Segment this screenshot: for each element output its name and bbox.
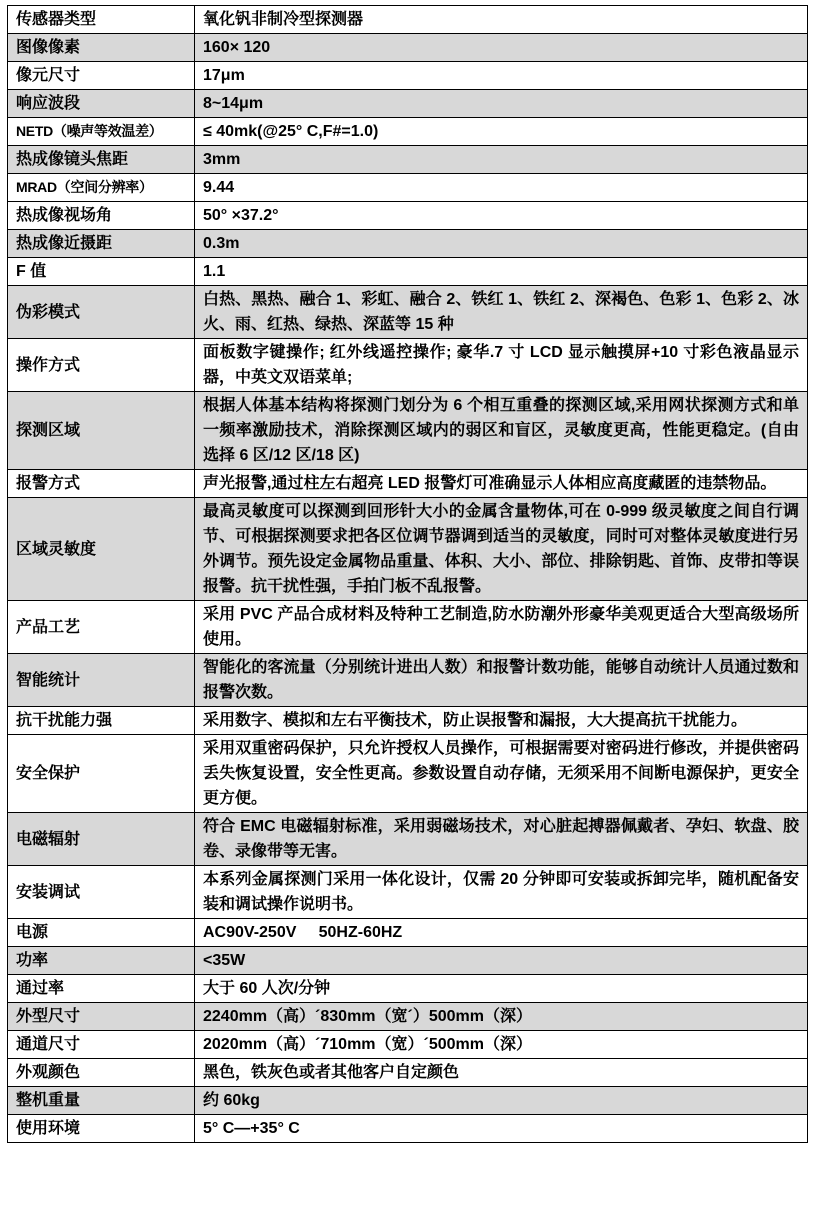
- spec-value: 9.44: [195, 174, 808, 202]
- table-row: [8, 90, 808, 118]
- table-row: [8, 866, 808, 919]
- table-row: [8, 6, 808, 34]
- spec-label: 图像像素: [8, 34, 195, 62]
- spec-value: 3mm: [195, 146, 808, 174]
- spec-value: 黑色，铁灰色或者其他客户自定颜色: [195, 1059, 808, 1087]
- spec-table-body: [8, 6, 808, 1143]
- spec-label: 电磁辐射: [8, 813, 195, 866]
- spec-label: 区域灵敏度: [8, 498, 195, 601]
- spec-value: 最高灵敏度可以探测到回形针大小的金属含量物体,可在 0-999 级灵敏度之间自行调节、可根据探测要求把各区位调节器调到适当的灵敏度，同时可对整体灵敏度进行另外调节。预先设定金属物品重量、体积、大小、部位、排除钥匙、首饰、皮带扣等误报警。抗干扰性强，手拍门板不乱报警。: [195, 498, 808, 601]
- table-row: [8, 813, 808, 866]
- spec-value: 1.1: [195, 258, 808, 286]
- spec-value: 5° C—+35° C: [195, 1115, 808, 1143]
- spec-value: 大于 60 人次/分钟: [195, 975, 808, 1003]
- spec-value: 8~14μm: [195, 90, 808, 118]
- table-row: [8, 601, 808, 654]
- table-row: [8, 286, 808, 339]
- table-row: [8, 1087, 808, 1115]
- spec-value: 50° ×37.2°: [195, 202, 808, 230]
- table-row: [8, 34, 808, 62]
- spec-value: 采用双重密码保护，只允许授权人员操作，可根据需要对密码进行修改，并提供密码丢失恢复设置，安全性更高。参数设置自动存储，无须采用不间断电源保护，更安全更方便。: [195, 735, 808, 813]
- spec-label: 外型尺寸: [8, 1003, 195, 1031]
- table-row: [8, 498, 808, 601]
- spec-label: 通过率: [8, 975, 195, 1003]
- spec-value: 采用数字、模拟和左右平衡技术，防止误报警和漏报，大大提高抗干扰能力。: [195, 707, 808, 735]
- spec-value: 0.3m: [195, 230, 808, 258]
- spec-label: MRAD（空间分辨率）: [8, 174, 195, 202]
- table-row: [8, 919, 808, 947]
- table-row: [8, 975, 808, 1003]
- table-row: [8, 947, 808, 975]
- table-row: [8, 470, 808, 498]
- table-row: [8, 707, 808, 735]
- spec-value: 2240mm（高）´830mm（宽´）500mm（深）: [195, 1003, 808, 1031]
- spec-value: 智能化的客流量（分别统计进出人数）和报警计数功能，能够自动统计人员通过数和报警次数。: [195, 654, 808, 707]
- spec-value: 面板数字键操作; 红外线遥控操作; 豪华.7 寸 LCD 显示触摸屏+10 寸彩色液晶显示器，中英文双语菜单;: [195, 339, 808, 392]
- spec-value: AC90V-250V 50HZ-60HZ: [195, 919, 808, 947]
- spec-value: <35W: [195, 947, 808, 975]
- spec-label: 智能统计: [8, 654, 195, 707]
- table-row: [8, 392, 808, 470]
- spec-label: 像元尺寸: [8, 62, 195, 90]
- spec-label: 报警方式: [8, 470, 195, 498]
- spec-value: 声光报警,通过柱左右超亮 LED 报警灯可准确显示人体相应高度藏匿的违禁物品。: [195, 470, 808, 498]
- spec-value: 氧化钒非制冷型探测器: [195, 6, 808, 34]
- spec-label: 外观颜色: [8, 1059, 195, 1087]
- spec-table: [7, 5, 808, 1143]
- table-row: [8, 146, 808, 174]
- spec-label: 整机重量: [8, 1087, 195, 1115]
- table-row: [8, 62, 808, 90]
- spec-value: 白热、黑热、融合 1、彩虹、融合 2、铁红 1、铁红 2、深褐色、色彩 1、色彩 2、冰火、雨、红热、绿热、深蓝等 15 种: [195, 286, 808, 339]
- table-row: [8, 202, 808, 230]
- table-row: [8, 230, 808, 258]
- spec-label: NETD（噪声等效温差）: [8, 118, 195, 146]
- table-row: [8, 1059, 808, 1087]
- spec-value: 根据人体基本结构将探测门划分为 6 个相互重叠的探测区域,采用网状探测方式和单一频率激励技术，消除探测区域内的弱区和盲区，灵敏度更高，性能更稳定。(自由选择 6 区/12 区/18 区): [195, 392, 808, 470]
- table-row: [8, 735, 808, 813]
- spec-label: 传感器类型: [8, 6, 195, 34]
- spec-value: 2020mm（高）´710mm（宽）´500mm（深）: [195, 1031, 808, 1059]
- table-row: [8, 1115, 808, 1143]
- spec-label: 功率: [8, 947, 195, 975]
- spec-label: 热成像近摄距: [8, 230, 195, 258]
- spec-label: 通道尺寸: [8, 1031, 195, 1059]
- spec-label: 产品工艺: [8, 601, 195, 654]
- table-row: [8, 339, 808, 392]
- spec-label: 抗干扰能力强: [8, 707, 195, 735]
- spec-value: 17μm: [195, 62, 808, 90]
- spec-label: F 值: [8, 258, 195, 286]
- table-row: [8, 174, 808, 202]
- spec-label: 安全保护: [8, 735, 195, 813]
- spec-label: 伪彩模式: [8, 286, 195, 339]
- spec-value: 160× 120: [195, 34, 808, 62]
- spec-label: 热成像视场角: [8, 202, 195, 230]
- table-row: [8, 1031, 808, 1059]
- table-row: [8, 654, 808, 707]
- spec-label: 电源: [8, 919, 195, 947]
- spec-label: 响应波段: [8, 90, 195, 118]
- spec-value: 约 60kg: [195, 1087, 808, 1115]
- spec-label: 使用环境: [8, 1115, 195, 1143]
- table-row: [8, 118, 808, 146]
- spec-label: 热成像镜头焦距: [8, 146, 195, 174]
- spec-label: 操作方式: [8, 339, 195, 392]
- spec-value: 本系列金属探测门采用一体化设计，仅需 20 分钟即可安装或拆卸完毕，随机配备安装和调试操作说明书。: [195, 866, 808, 919]
- spec-value: ≤ 40mk(@25° C,F#=1.0): [195, 118, 808, 146]
- table-row: [8, 258, 808, 286]
- table-row: [8, 1003, 808, 1031]
- spec-value: 采用 PVC 产品合成材料及特种工艺制造,防水防潮外形豪华美观更适合大型高级场所使用。: [195, 601, 808, 654]
- spec-label: 探测区域: [8, 392, 195, 470]
- spec-label: 安装调试: [8, 866, 195, 919]
- spec-value: 符合 EMC 电磁辐射标准，采用弱磁场技术，对心脏起搏器佩戴者、孕妇、软盘、胶卷、录像带等无害。: [195, 813, 808, 866]
